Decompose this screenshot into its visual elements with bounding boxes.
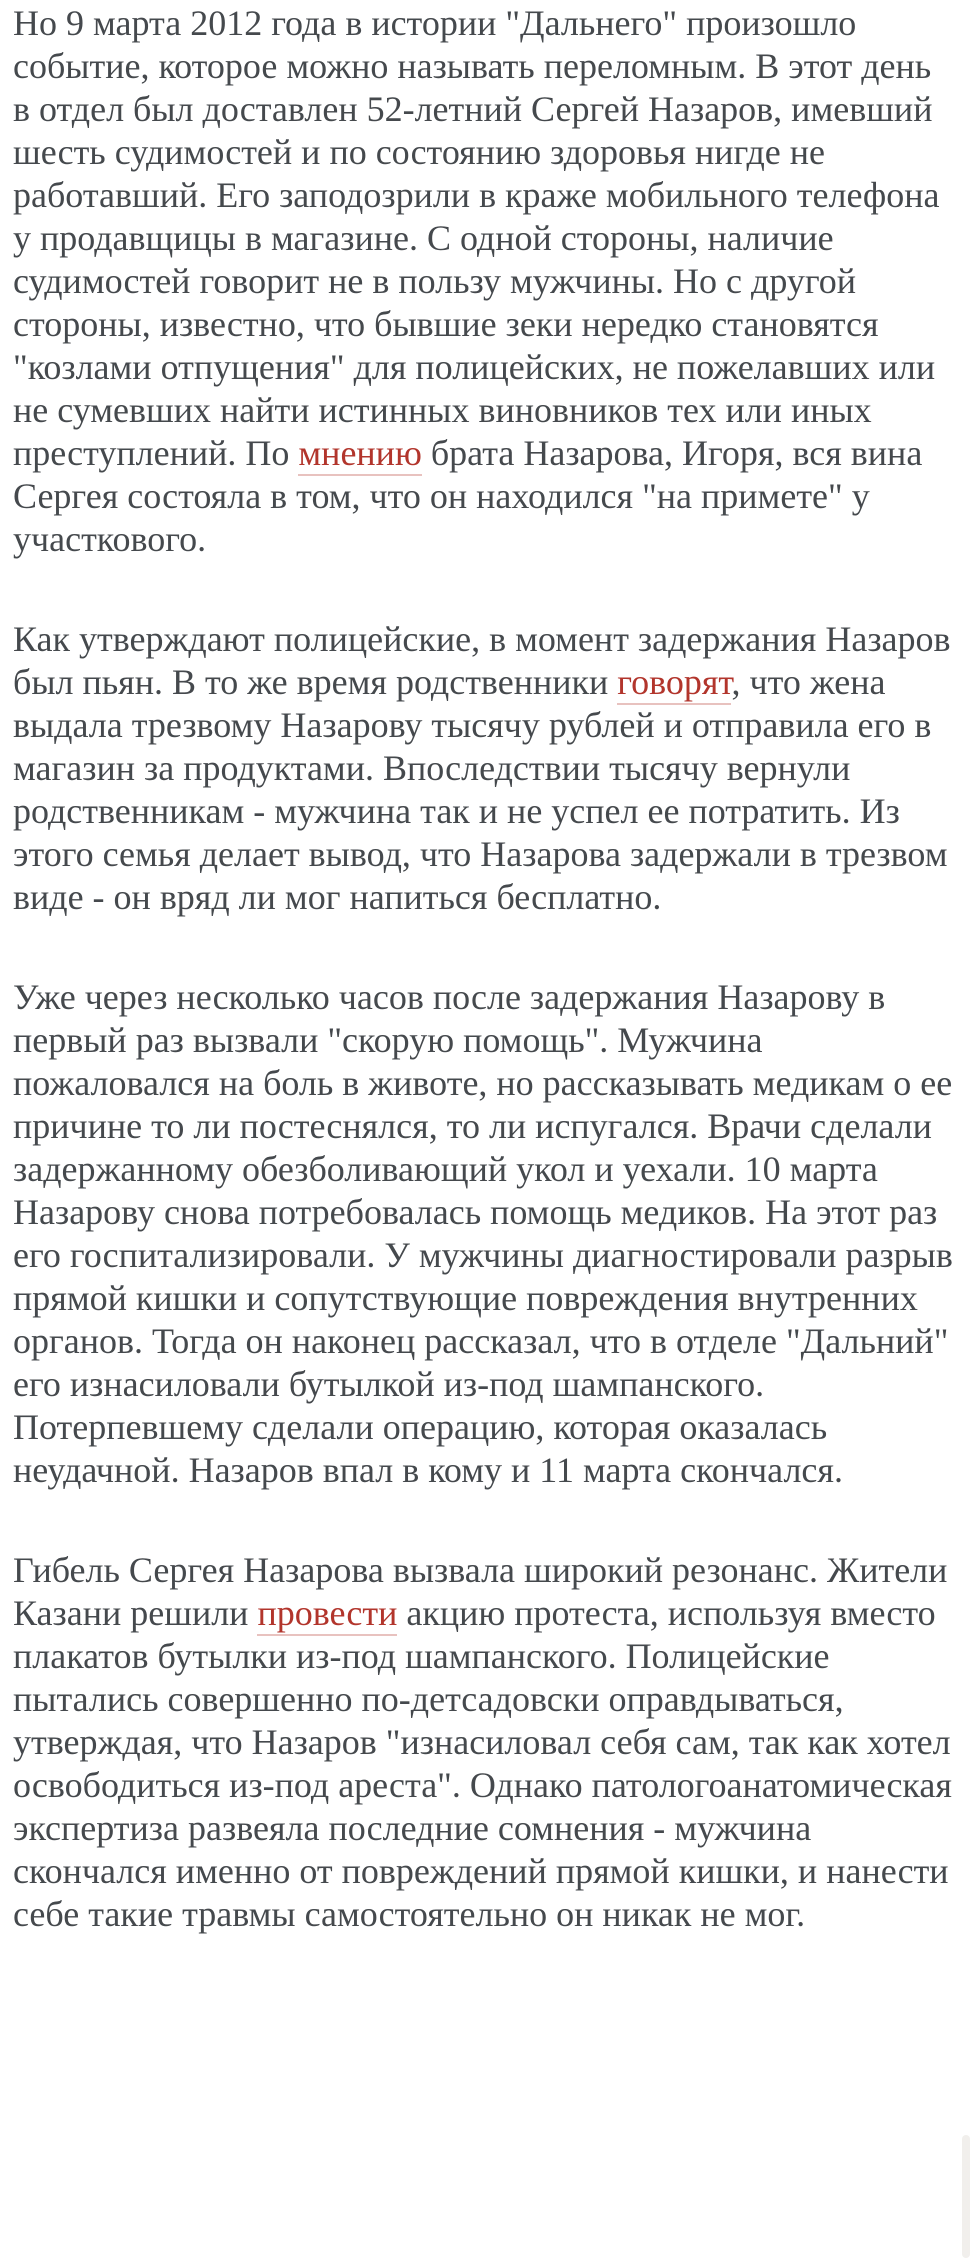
paragraph-text: брата Назарова, Игоря, вся вина Сергея состояла в том, что он находился "на примете" у участкового. — [13, 433, 923, 559]
paragraph-text: акцию протеста, используя вместо плакатов бутылки из-под шампанского. Полицейские пытались совершенно по-детсадовски оправдываться, утверждая, что Назаров "изнасиловал себя сам, так как хотел освободиться из-под ареста". Однако патологоанатомическая экспертиза развеяла последние сомнения - мужчина скончался именно от повреждений прямой кишки, и нанести себе такие травмы самостоятельно он никак не мог. — [13, 1593, 952, 1934]
article-paragraph — [13, 618, 957, 919]
paragraph-text: Уже через несколько часов после задержания Назарову в первый раз вызвали "скорую помощь". Мужчина пожаловался на боль в животе, но рассказывать медикам о ее причине то ли постеснялся, то ли испугался. Врачи сделали задержанному обезболивающий укол и уехали. 10 марта Назарову снова потребовалась помощь медиков. На этот раз его госпитализировали. У мужчины диагностировали разрыв прямой кишки и сопутствующие повреждения внутренних органов. Тогда он наконец рассказал, что в отделе "Дальний" его изнасиловали бутылкой из-под шампанского. Потерпевшему сделали операцию, которая оказалась неудачной. Назаров впал в кому и 11 марта скончался. — [13, 977, 953, 1490]
paragraph-text: Но 9 марта 2012 года в истории "Дальнего" произошло событие, которое можно называть переломным. В этот день в отдел был доставлен 52-летний Сергей Назаров, имевший шесть судимостей и по состоянию здоровья нигде не работавший. Его заподозрили в краже мобильного телефона у продавщицы в магазине. С одной стороны, наличие судимостей говорит не в пользу мужчины. Но с другой стороны, известно, что бывшие зеки нередко становятся "козлами отпущения" для полицейских, не пожелавших или не сумевших найти истинных виновников тех или иных преступлений. По — [13, 3, 940, 473]
inline-link[interactable]: мнению — [298, 433, 421, 476]
inline-link[interactable]: провести — [257, 1593, 397, 1636]
paragraph-text: Как утверждают полицейские, в момент задержания Назаров был пьян. В то же время родственники — [13, 619, 951, 702]
inline-link[interactable]: говорят — [617, 662, 731, 705]
article-paragraph — [13, 976, 957, 1492]
article-paragraph — [13, 1549, 957, 1936]
paragraph-text: , что жена выдала трезвому Назарову тысячу рублей и отправила его в магазин за продуктами. Впоследствии тысячу вернули родственникам - мужчина так и не успел ее потратить. Из этого семья делает вывод, что Назарова задержали в трезвом виде - он вряд ли мог напиться бесплатно. — [13, 662, 948, 917]
scrollbar-thumb[interactable] — [962, 2135, 970, 2258]
paragraph-text: Гибель Сергея Назарова вызвала широкий резонанс. Жители Казани решили — [13, 1550, 948, 1633]
article-paragraph — [13, 2, 957, 561]
